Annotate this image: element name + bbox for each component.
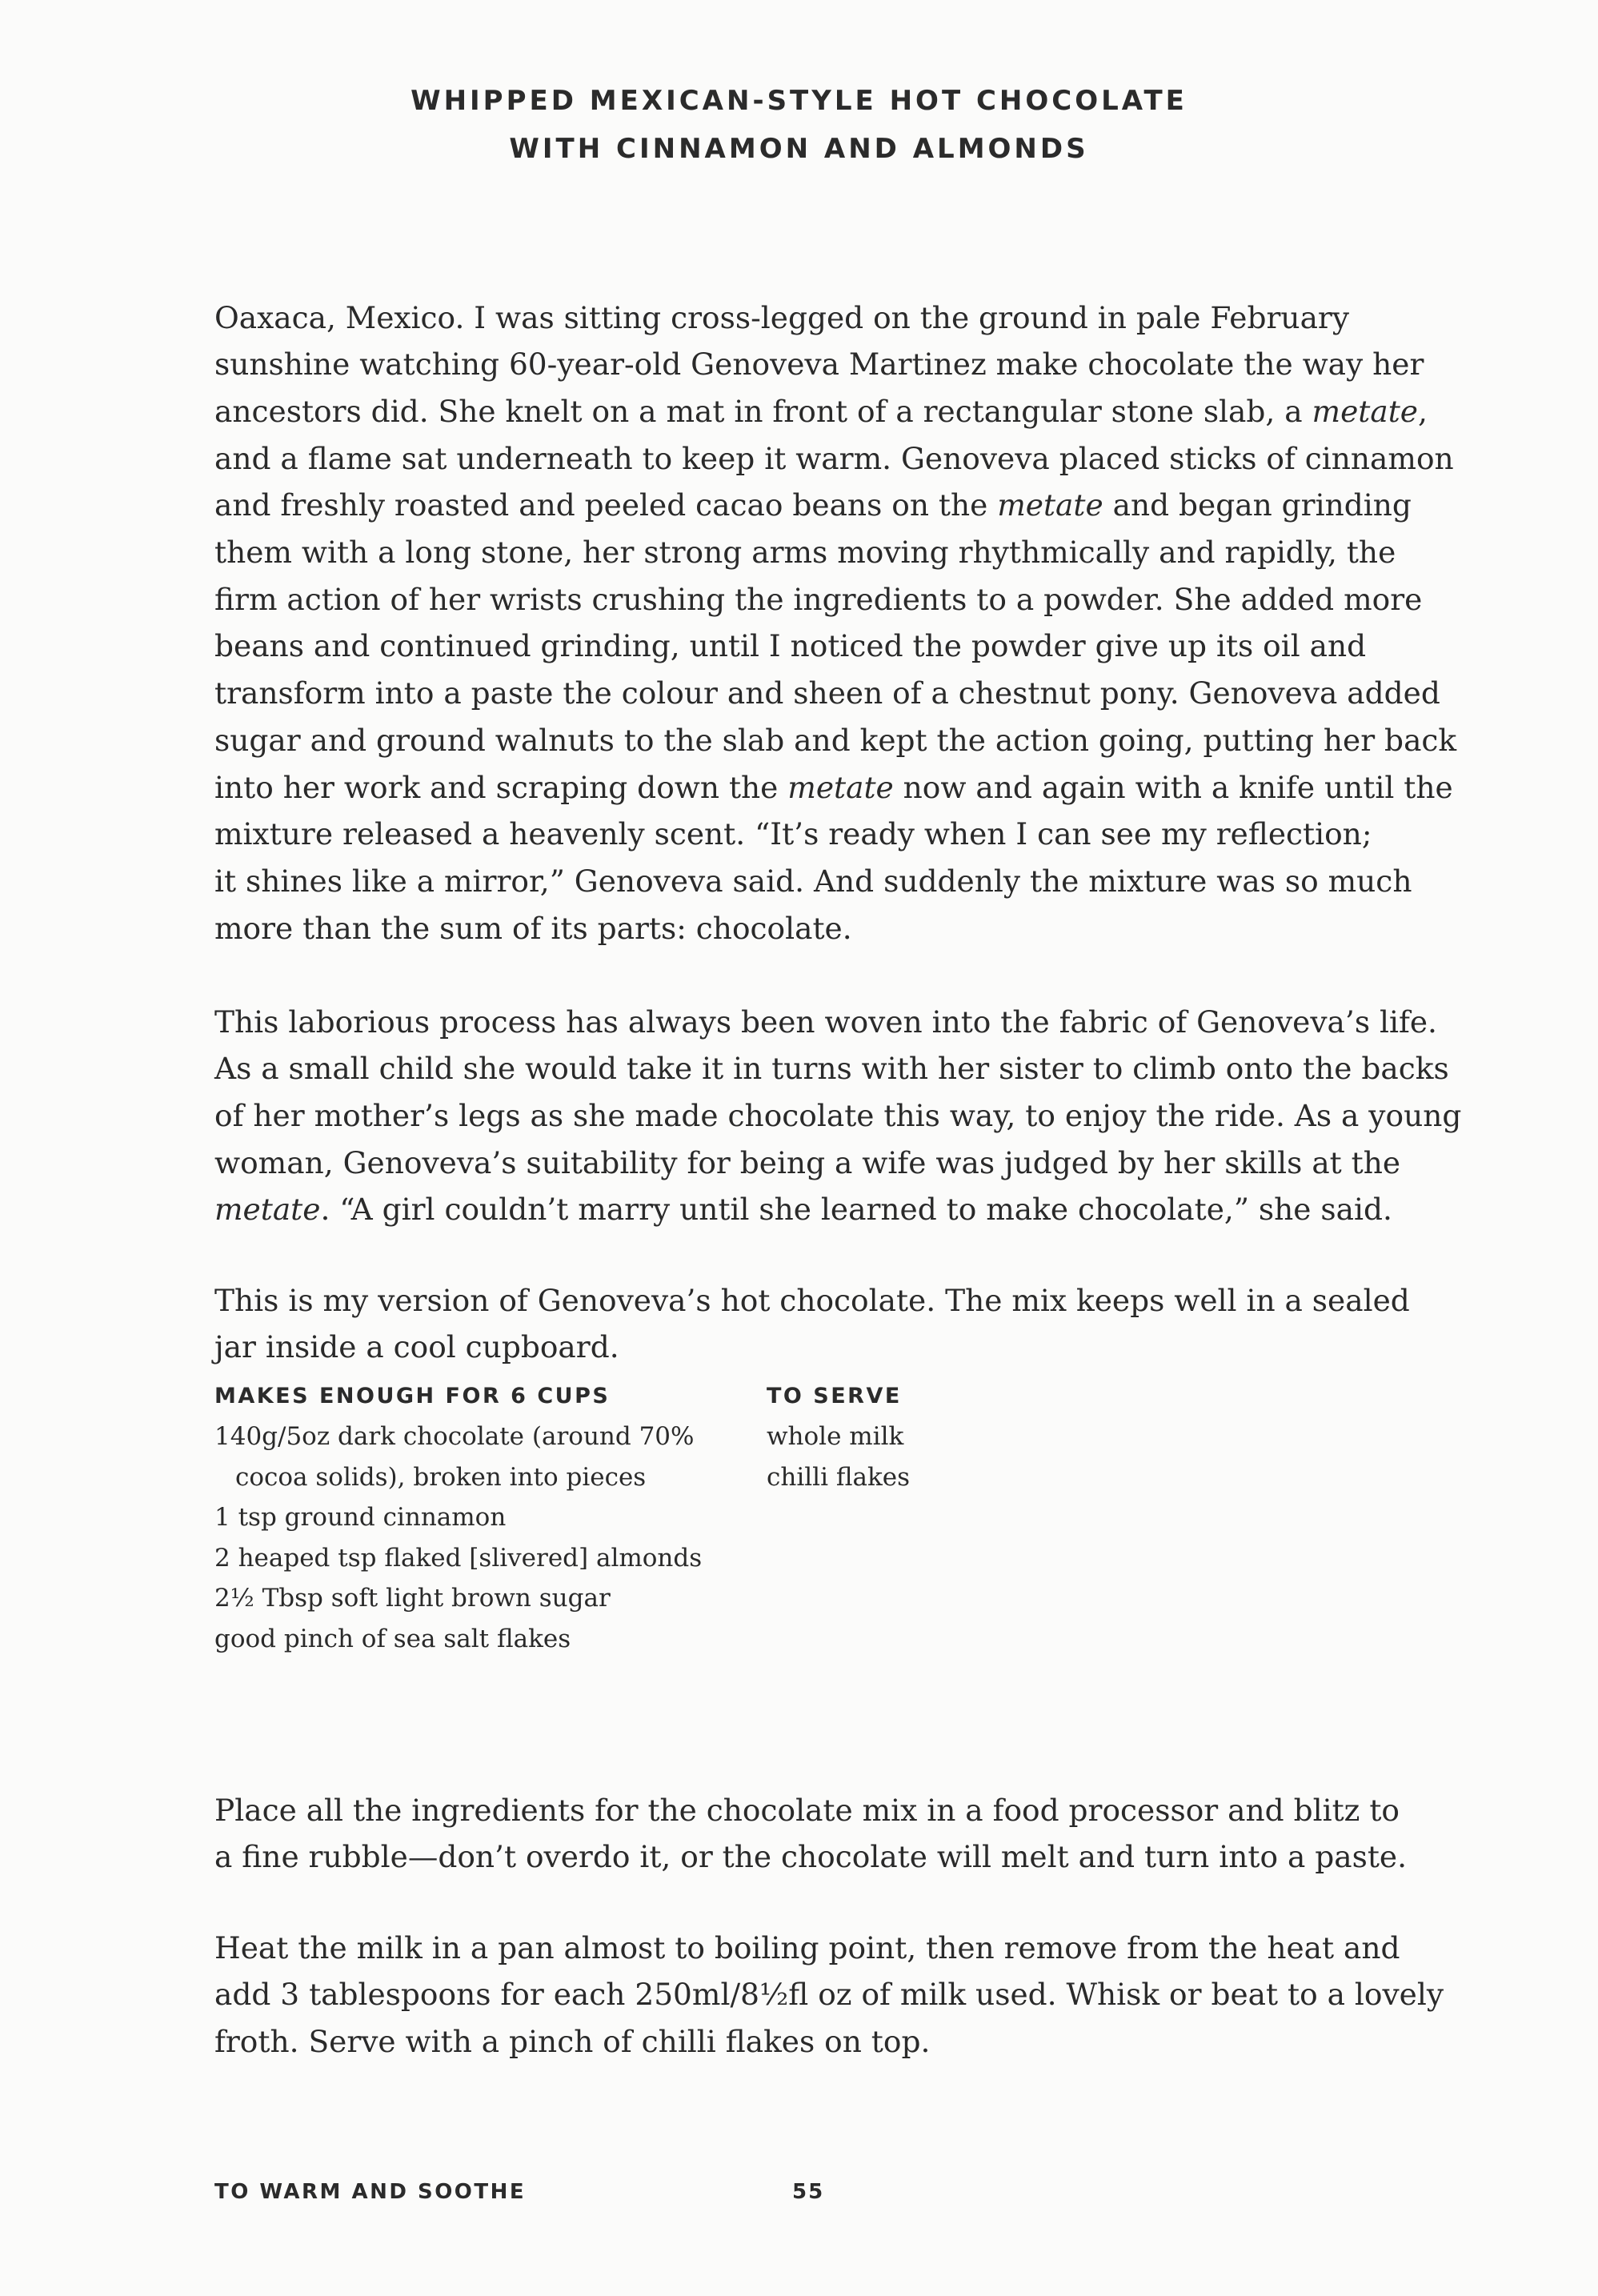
- serve-item: whole milk: [767, 1422, 904, 1451]
- text-line: This laborious process has always been woven into the fabric of Genoveva’s life.: [214, 1004, 1437, 1040]
- text-line: As a small child she would take it in turns with her sister to climb onto the backs: [214, 1051, 1449, 1087]
- serve-item: chilli flakes: [767, 1462, 911, 1492]
- italic-term: metate: [997, 487, 1103, 523]
- text-line: them with a long stone, her strong arms moving rhythmically and rapidly, the: [214, 535, 1396, 571]
- ingredient-item: 1 tsp ground cinnamon: [214, 1503, 507, 1532]
- ingredient-item: 2½ Tbsp soft light brown sugar: [214, 1584, 611, 1613]
- text-line: sunshine watching 60-year-old Genoveva Martinez make chocolate the way her: [214, 347, 1424, 383]
- ingredients-serve-column: [767, 1376, 1087, 1497]
- text-line: Place all the ingredients for the chocolate mix in a food processor and blitz to: [214, 1792, 1400, 1828]
- intro-paragraph-1: [214, 295, 1457, 952]
- recipe-title-line-2: WITH CINNAMON AND ALMONDS: [509, 133, 1089, 165]
- text-line: into her work and scraping down the metate now and again with a knife until the: [214, 769, 1453, 805]
- ingredients-main-column: [214, 1376, 727, 1659]
- text-line: a fine rubble—don’t overdo it, or the chocolate will melt and turn into a paste.: [214, 1839, 1408, 1875]
- text-line: it shines like a mirror,” Genoveva said. And suddenly the mixture was so much: [214, 863, 1412, 899]
- intro-paragraph-2: [214, 999, 1462, 1234]
- text-line: woman, Genoveva’s suitability for being a wife was judged by her skills at the: [214, 1144, 1401, 1180]
- text-line: Oaxaca, Mexico. I was sitting cross-legged on the ground in pale February: [214, 299, 1350, 335]
- text-line: and a flame sat underneath to keep it warm. Genoveva placed sticks of cinnamon: [214, 440, 1454, 476]
- text-line: of her mother’s legs as she made chocolate this way, to enjoy the ride. As a young: [214, 1097, 1462, 1133]
- text-line: beans and continued grinding, until I noticed the powder give up its oil and: [214, 628, 1367, 664]
- ingredient-item: 2 heaped tsp flaked [slivered] almonds: [214, 1543, 703, 1573]
- text-line: Heat the milk in a pan almost to boiling point, then remove from the heat and: [214, 1929, 1400, 1965]
- text-line: This is my version of Genoveva’s hot chocolate. The mix keeps well in a sealed: [214, 1282, 1410, 1318]
- recipe-title-line-1: WHIPPED MEXICAN-STYLE HOT CHOCOLATE: [411, 85, 1187, 117]
- text-line: transform into a paste the colour and sheen of a chestnut pony. Genoveva added: [214, 675, 1440, 711]
- text-line: metate. “A girl couldn’t marry until she learned to make chocolate,” she said.: [214, 1192, 1392, 1228]
- text-line: mixture released a heavenly scent. “It’s ready when I can see my reflection;: [214, 816, 1372, 852]
- text-line: add 3 tablespoons for each 250ml/8½fl oz of milk used. Whisk or beat to a lovely: [214, 1977, 1444, 2013]
- footer-section-title: TO WARM AND SOOTHE: [214, 2180, 527, 2204]
- italic-term: metate: [787, 769, 894, 805]
- italic-term: metate: [214, 1192, 321, 1228]
- italic-term: metate: [1312, 393, 1418, 429]
- text-line: ancestors did. She knelt on a mat in front of a rectangular stone slab, a metate,: [214, 393, 1428, 429]
- method-step-1: [214, 1787, 1408, 1881]
- text-line: firm action of her wrists crushing the ingredients to a powder. She added more: [214, 581, 1423, 617]
- ingredient-item: 140g/5oz dark chocolate (around 70%: [214, 1422, 695, 1451]
- recipe-title: [0, 77, 1598, 173]
- ingredient-item: good pinch of sea salt flakes: [214, 1624, 571, 1653]
- ingredient-item-continued: cocoa solids), broken into pieces: [235, 1462, 647, 1492]
- serve-heading: TO SERVE: [767, 1384, 902, 1408]
- page-number: 55: [792, 2180, 825, 2204]
- text-line: more than the sum of its parts: chocolate.: [214, 910, 852, 946]
- text-line: sugar and ground walnuts to the slab and kept the action going, putting her back: [214, 722, 1457, 758]
- text-line: and freshly roasted and peeled cacao beans on the metate and began grinding: [214, 487, 1412, 523]
- text-line: jar inside a cool cupboard.: [214, 1329, 619, 1365]
- text-line: froth. Serve with a pinch of chilli flakes on top.: [214, 2023, 931, 2059]
- intro-paragraph-3: [214, 1277, 1410, 1371]
- ingredients-heading: MAKES ENOUGH FOR 6 CUPS: [214, 1384, 611, 1408]
- method-step-2: [214, 1925, 1444, 2066]
